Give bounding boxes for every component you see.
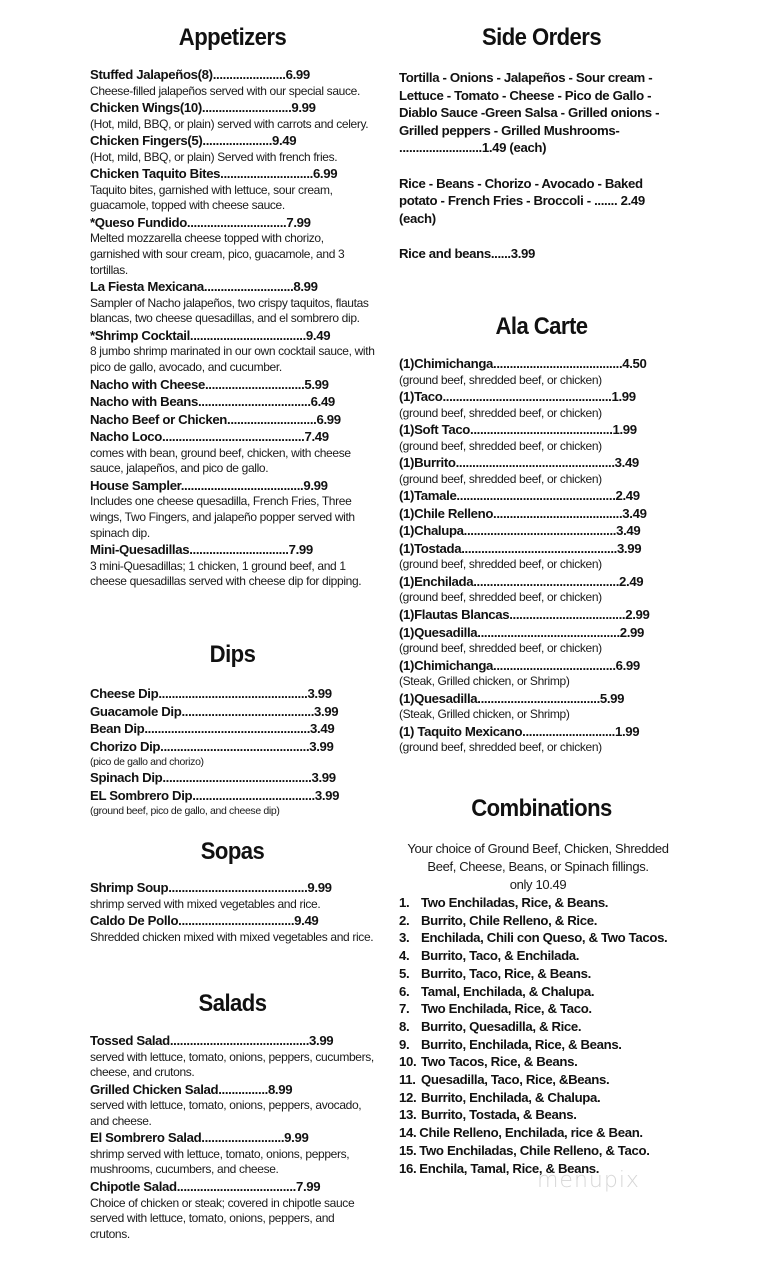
item-name: (1)Burrito................................................3.49 bbox=[399, 455, 639, 471]
combo-item bbox=[399, 947, 684, 965]
item-name: Nacho Loco...........................................7.49 bbox=[90, 429, 329, 445]
menu-item bbox=[399, 487, 684, 505]
side-orders-body bbox=[399, 69, 661, 263]
menu-item bbox=[90, 278, 375, 327]
item-name: Shrimp Soup..........................................9.99 bbox=[90, 880, 332, 895]
item-name: (1)Enchilada............................................2.49 bbox=[399, 573, 644, 589]
item-description: (Steak, Grilled chicken, or Shrimp) bbox=[399, 707, 570, 722]
menu-item bbox=[90, 477, 375, 541]
combo-text: Two Tacos, Rice, & Beans. bbox=[421, 1054, 578, 1070]
item-name: Mini-Quesadillas..............................7.99 bbox=[90, 542, 313, 558]
menu-item bbox=[90, 132, 375, 165]
item-description: shrimp served with mixed vegetables and rice. bbox=[90, 896, 321, 911]
side-orders-title: Side Orders bbox=[481, 24, 602, 51]
menu-item bbox=[90, 879, 375, 912]
combo-item bbox=[399, 894, 684, 912]
combinations-list bbox=[399, 894, 684, 1177]
item-name: Caldo De Pollo...................................9.49 bbox=[90, 913, 319, 929]
menu-item bbox=[399, 723, 684, 756]
combo-item bbox=[399, 983, 684, 1001]
menupix-watermark: menupix bbox=[537, 1168, 640, 1193]
item-name: (1)Chile Relleno.......................................3.49 bbox=[399, 505, 647, 521]
menu-item bbox=[90, 912, 375, 945]
item-name: (1)Tamale................................................2.49 bbox=[399, 488, 640, 504]
item-description: (ground beef, shredded beef, or chicken) bbox=[399, 471, 602, 486]
combinations-intro: Your choice of Ground Beef, Chicken, Shredded Beef, Cheese, Beans, or Spinach fillings. bbox=[407, 841, 669, 874]
item-name: Chipotle Salad....................................7.99 bbox=[90, 1179, 321, 1195]
menu-item bbox=[90, 428, 375, 477]
combo-number: 6. bbox=[399, 983, 410, 999]
menu-item bbox=[90, 769, 375, 787]
menu-item bbox=[90, 1129, 375, 1178]
menu-item bbox=[399, 573, 684, 606]
combinations-price: only 10.49 bbox=[509, 877, 567, 892]
item-description: (pico de gallo and chorizo) bbox=[90, 756, 204, 768]
combo-text: Tamal, Enchilada, & Chalupa. bbox=[421, 983, 595, 999]
item-description: (Hot, mild, BBQ, or plain) served with carrots and celery. bbox=[90, 116, 369, 131]
menu-item bbox=[90, 685, 375, 703]
menu-item bbox=[399, 388, 684, 421]
menu-item bbox=[399, 421, 684, 454]
menu-item bbox=[90, 66, 375, 99]
combo-number: 3. bbox=[399, 930, 410, 946]
menu-item bbox=[399, 522, 684, 540]
combo-text: Two Enchiladas, Rice, & Beans. bbox=[421, 895, 609, 910]
combo-number: 8. bbox=[399, 1018, 410, 1034]
item-name: Chorizo Dip.............................................3.99 bbox=[90, 738, 334, 754]
combo-item bbox=[399, 1053, 684, 1071]
combo-item bbox=[399, 929, 684, 947]
item-name: Guacamole Dip........................................3.99 bbox=[90, 703, 339, 719]
salads-list bbox=[90, 1032, 375, 1242]
combo-text: Burrito, Enchilada, & Chalupa. bbox=[421, 1089, 601, 1105]
menu-item bbox=[90, 541, 375, 590]
item-description: shrimp served with lettuce, tomato, onions, peppers, mushrooms, cucumbers, and cheese. bbox=[90, 1146, 350, 1177]
combo-number: 14. bbox=[399, 1125, 417, 1141]
item-name: Chicken Fingers(5).....................9.49 bbox=[90, 133, 297, 149]
item-name: Bean Dip..................................................3.49 bbox=[90, 721, 335, 736]
combo-item bbox=[399, 1000, 684, 1018]
item-name: Cheese Dip.............................................3.99 bbox=[90, 686, 332, 701]
appetizers-title: Appetizers bbox=[178, 24, 287, 51]
sopas-list bbox=[90, 879, 375, 945]
item-name: (1)Soft Taco...........................................1.99 bbox=[399, 422, 637, 438]
combo-number: 12. bbox=[399, 1089, 417, 1105]
menu-item bbox=[90, 99, 375, 132]
combo-text: Burrito, Tostada, & Beans. bbox=[421, 1107, 577, 1123]
side-orders-group-2: Rice - Beans - Chorizo - Avocado - Baked potato - French Fries - Broccoli - ....... 2.49 (each) bbox=[399, 175, 645, 226]
menu-item bbox=[399, 505, 684, 523]
item-name: (1)Tostada...............................................3.99 bbox=[399, 540, 642, 556]
combo-text: Enchila, Tamal, Rice, & Beans. bbox=[419, 1160, 600, 1176]
item-description: 8 jumbo shrimp marinated in our own cocktail sauce, with pico de gallo, avocado, and cucumber. bbox=[90, 344, 375, 375]
item-description: (ground beef, shredded beef, or chicken) bbox=[399, 641, 602, 656]
menu-item bbox=[90, 1081, 375, 1130]
item-name: El Sombrero Salad.........................9.99 bbox=[90, 1130, 309, 1146]
item-name: (1)Quesadilla.....................................5.99 bbox=[399, 690, 625, 706]
item-name: (1)Taco...................................................1.99 bbox=[399, 389, 636, 405]
item-name: (1)Chalupa..............................................3.49 bbox=[399, 523, 641, 539]
menu-item bbox=[90, 165, 375, 214]
menu-item bbox=[90, 738, 375, 770]
menu-item bbox=[399, 355, 684, 388]
combo-number: 2. bbox=[399, 912, 410, 928]
item-name: Chicken Wings(10)...........................9.99 bbox=[90, 100, 316, 116]
item-name: *Queso Fundido..............................7.99 bbox=[90, 214, 311, 230]
combo-text: Quesadilla, Taco, Rice, &Beans. bbox=[421, 1072, 610, 1088]
item-description: (ground beef, shredded beef, or chicken) bbox=[399, 372, 602, 387]
combinations-body bbox=[399, 840, 684, 1177]
item-description: (ground beef, shredded beef, or chicken) bbox=[399, 405, 602, 420]
combo-number: 4. bbox=[399, 948, 410, 964]
combo-number: 11. bbox=[399, 1072, 416, 1088]
combo-number: 7. bbox=[399, 1001, 410, 1017]
item-description: served with lettuce, tomato, onions, peppers, cucumbers, cheese, and crutons. bbox=[90, 1049, 374, 1080]
combinations-title: Combinations bbox=[471, 795, 612, 822]
item-name: Spinach Dip.............................................3.99 bbox=[90, 770, 336, 785]
combo-text: Burrito, Enchilada, Rice, & Beans. bbox=[421, 1036, 622, 1052]
combo-item bbox=[399, 1089, 684, 1107]
item-description: (ground beef, pico de gallo, and cheese dip) bbox=[90, 805, 280, 817]
combo-item bbox=[399, 1142, 684, 1160]
combo-text: Two Enchilada, Rice, & Taco. bbox=[421, 1001, 592, 1017]
item-description: 3 mini-Quesadillas; 1 chicken, 1 ground beef, and 1 cheese quesadillas served with cheese dip for dipping. bbox=[90, 558, 362, 589]
dips-title: Dips bbox=[209, 641, 256, 668]
combo-number: 1. bbox=[399, 895, 410, 910]
combo-text: Burrito, Quesadilla, & Rice. bbox=[421, 1018, 582, 1034]
item-description: (ground beef, shredded beef, or chicken) bbox=[399, 740, 602, 755]
item-description: (Hot, mild, BBQ, or plain) Served with french fries. bbox=[90, 149, 338, 164]
combo-number: 13. bbox=[399, 1107, 417, 1123]
item-name: Stuffed Jalapeños(8)......................6.99 bbox=[90, 67, 310, 82]
menu-item bbox=[90, 703, 375, 721]
menu-item bbox=[399, 657, 684, 690]
combo-item bbox=[399, 1018, 684, 1036]
combo-number: 9. bbox=[399, 1036, 410, 1052]
menu-item bbox=[90, 720, 375, 738]
menu-item bbox=[90, 1178, 375, 1242]
sopas-title: Sopas bbox=[200, 838, 265, 865]
menu-item bbox=[90, 327, 375, 376]
item-description: (ground beef, shredded beef, or chicken) bbox=[399, 438, 602, 453]
item-description: Cheese-filled jalapeños served with our special sauce. bbox=[90, 83, 360, 98]
menu-item bbox=[399, 454, 684, 487]
combo-text: Burrito, Taco, Rice, & Beans. bbox=[421, 965, 591, 981]
item-name: La Fiesta Mexicana...........................8.99 bbox=[90, 279, 318, 295]
menu-item bbox=[90, 411, 375, 429]
item-name: (1)Flautas Blancas...................................2.99 bbox=[399, 607, 650, 623]
combo-text: Enchilada, Chili con Queso, & Two Tacos. bbox=[421, 930, 668, 946]
menu-item bbox=[399, 624, 684, 657]
combo-text: Burrito, Chile Relleno, & Rice. bbox=[421, 912, 598, 928]
item-description: Taquito bites, garnished with lettuce, sour cream, guacamole, topped with cheese sauce. bbox=[90, 182, 333, 213]
combo-number: 10. bbox=[399, 1054, 417, 1070]
item-name: (1) Taquito Mexicano............................1.99 bbox=[399, 723, 640, 739]
combo-text: Two Enchiladas, Chile Relleno, & Taco. bbox=[419, 1142, 650, 1158]
combo-item bbox=[399, 1124, 684, 1142]
menu-item bbox=[399, 606, 684, 624]
ala-carte-list bbox=[399, 355, 684, 756]
menu-item bbox=[399, 540, 684, 573]
combo-item bbox=[399, 1106, 684, 1124]
item-description: (Steak, Grilled chicken, or Shrimp) bbox=[399, 674, 570, 689]
side-orders-group-3: Rice and beans......3.99 bbox=[399, 246, 535, 261]
combo-text: Chile Relleno, Enchilada, rice & Bean. bbox=[419, 1125, 643, 1141]
item-description: (ground beef, shredded beef, or chicken) bbox=[399, 557, 602, 572]
item-description: Choice of chicken or steak; covered in chipotle sauce served with lettuce, tomato, onions, peppers, and crutons. bbox=[90, 1195, 355, 1241]
salads-title: Salads bbox=[198, 990, 267, 1017]
item-description: Includes one cheese quesadilla, French Fries, Three wings, Two Fingers, and jalapeño popper served with spinach dip. bbox=[90, 494, 355, 540]
item-name: *Shrimp Cocktail...................................9.49 bbox=[90, 327, 331, 343]
item-name: House Sampler.....................................9.99 bbox=[90, 477, 328, 493]
item-description: Melted mozzarella cheese topped with chorizo, garnished with sour cream, pico, guacamole, and 3 tortillas. bbox=[90, 231, 345, 277]
combo-text: Burrito, Taco, & Enchilada. bbox=[421, 948, 580, 964]
item-name: (1)Chimichanga.......................................4.50 bbox=[399, 356, 647, 371]
combo-item bbox=[399, 965, 684, 983]
item-name: Tossed Salad..........................................3.99 bbox=[90, 1033, 334, 1048]
menu-item bbox=[90, 214, 375, 278]
menu-item bbox=[90, 1032, 375, 1081]
dips-list bbox=[90, 685, 375, 818]
item-name: EL Sombrero Dip.....................................3.99 bbox=[90, 787, 340, 803]
combo-number: 5. bbox=[399, 965, 410, 981]
item-description: served with lettuce, tomato, onions, peppers, avocado, and cheese. bbox=[90, 1098, 362, 1128]
item-description: (ground beef, shredded beef, or chicken) bbox=[399, 590, 602, 605]
item-name: Nacho with Beans..................................6.49 bbox=[90, 394, 335, 410]
appetizers-list bbox=[90, 66, 375, 590]
item-name: Chicken Taquito Bites............................6.99 bbox=[90, 166, 338, 182]
menu-item bbox=[90, 376, 375, 394]
menu-item bbox=[90, 787, 375, 819]
item-name: Nacho with Cheese..............................5.99 bbox=[90, 376, 329, 392]
item-description: comes with bean, ground beef, chicken, with cheese sauce, jalapeños, and pico de gallo. bbox=[90, 445, 351, 476]
item-name: (1)Chimichanga.....................................6.99 bbox=[399, 657, 640, 673]
combo-item bbox=[399, 1036, 684, 1054]
menu-item bbox=[399, 690, 684, 723]
item-description: Sampler of Nacho jalapeños, two crispy taquitos, flautas blancas, two cheese quesadillas, and el sombrero dip. bbox=[90, 295, 369, 326]
combo-item bbox=[399, 1071, 684, 1089]
ala-carte-title: Ala Carte bbox=[495, 313, 588, 340]
combo-number: 16. bbox=[399, 1160, 417, 1176]
item-description: Shredded chicken mixed with mixed vegetables and rice. bbox=[90, 929, 374, 944]
combo-item bbox=[399, 912, 684, 930]
item-name: (1)Quesadilla...........................................2.99 bbox=[399, 624, 645, 640]
menu-item bbox=[90, 393, 375, 411]
item-name: Grilled Chicken Salad...............8.99 bbox=[90, 1081, 293, 1097]
item-name: Nacho Beef or Chicken...........................6.99 bbox=[90, 411, 341, 427]
side-orders-group-1: Tortilla - Onions - Jalapeños - Sour cream - Lettuce - Tomato - Cheese - Pico de Gallo - Diablo Sauce -Green Salsa - Grilled onions - Grilled peppers - Grilled Mushrooms- .........................1.49 (each) bbox=[399, 70, 660, 155]
combo-number: 15. bbox=[399, 1142, 417, 1158]
